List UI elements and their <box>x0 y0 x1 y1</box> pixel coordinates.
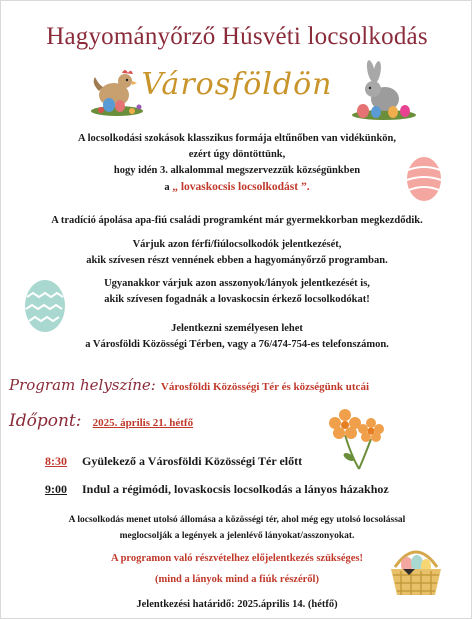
intro-line <box>1 179 472 196</box>
schedule-desc: Gyülekező a Városföldi Közösségi Tér előtt <box>82 454 303 468</box>
tradition-line: A tradíció ápolása apa-fiú családi programként már gyermekkorban megkezdődik. <box>51 215 423 226</box>
required-sub-line: (mind a lányok mind a fiúk részéről) <box>155 574 319 585</box>
date-label: Időpont: <box>9 411 82 431</box>
date-value: 2025. április 21. hétfő <box>92 417 194 429</box>
schedule-time: 9:00 <box>45 482 67 496</box>
program-location <box>9 375 469 394</box>
egg-basket-icon <box>385 539 447 601</box>
bunny-icon <box>349 59 419 123</box>
men-invite <box>1 237 472 269</box>
intro-line: ezért úgy döntöttünk, <box>188 149 286 160</box>
pink-egg-icon <box>405 154 443 202</box>
tradition-text <box>1 213 472 229</box>
deadline-line: Jelentkezési határidő: 2025.április 14. (hétfő) <box>136 599 338 610</box>
schedule-item <box>45 454 302 469</box>
intro-prefix: a <box>164 182 170 193</box>
page-title: Hagyományőrző Húsvéti locsolkodás <box>46 23 428 50</box>
closing-note-line: meglocsolják a legények a jelenlévő lányokat/asszonyokat. <box>119 531 355 541</box>
men-invite-line: akik szívesen részt vennének ebben a hagyományőrző programban. <box>86 255 388 266</box>
location-label: Program helyszíne: <box>9 376 156 394</box>
event-name: „ lovaskocsis locsolkodást ”. <box>172 181 310 193</box>
women-invite-line: Ugyanakkor várjuk azon asszonyok/lányok jelentkezését is, <box>104 278 370 289</box>
schedule-time: 8:30 <box>45 454 67 468</box>
apply-info <box>1 321 472 353</box>
required-line: A programon való részvételhez előjelentkezés szükséges! <box>110 553 364 564</box>
location-value: Városföldi Közösségi Tér és községünk utcái <box>160 381 369 393</box>
intro-section <box>1 131 472 196</box>
page-subtitle: Városföldön <box>141 67 333 102</box>
intro-line: A locsolkodási szokások klasszikus formája eltűnőben van vidékünkön, <box>78 133 396 144</box>
program-date <box>9 411 193 431</box>
men-invite-line: Várjuk azon férfi/fiúlocsolkodók jelentkezését, <box>132 239 342 250</box>
women-invite-line: akik szívesen fogadnák a lovaskocsin érkező locsolkodókat! <box>104 294 370 305</box>
apply-line: a Városföldi Közösségi Térben, vagy a 76/474-754-es telefonszámon. <box>85 339 389 350</box>
women-invite <box>1 276 472 308</box>
closing-note-line: A locsolkodás menet utolsó állomása a közösségi tér, ahol még egy utolsó locsolással <box>68 515 406 525</box>
schedule-desc: Indul a régimódi, lovaskocsis locsolkodás a lányos házakhoz <box>82 482 389 496</box>
intro-line: hogy idén 3. alkalommal megszervezzük községünkben <box>113 165 361 176</box>
flowers-icon <box>327 405 389 471</box>
schedule-item <box>45 482 389 497</box>
apply-line: Jelentkezni személyesen lehet <box>171 323 303 334</box>
